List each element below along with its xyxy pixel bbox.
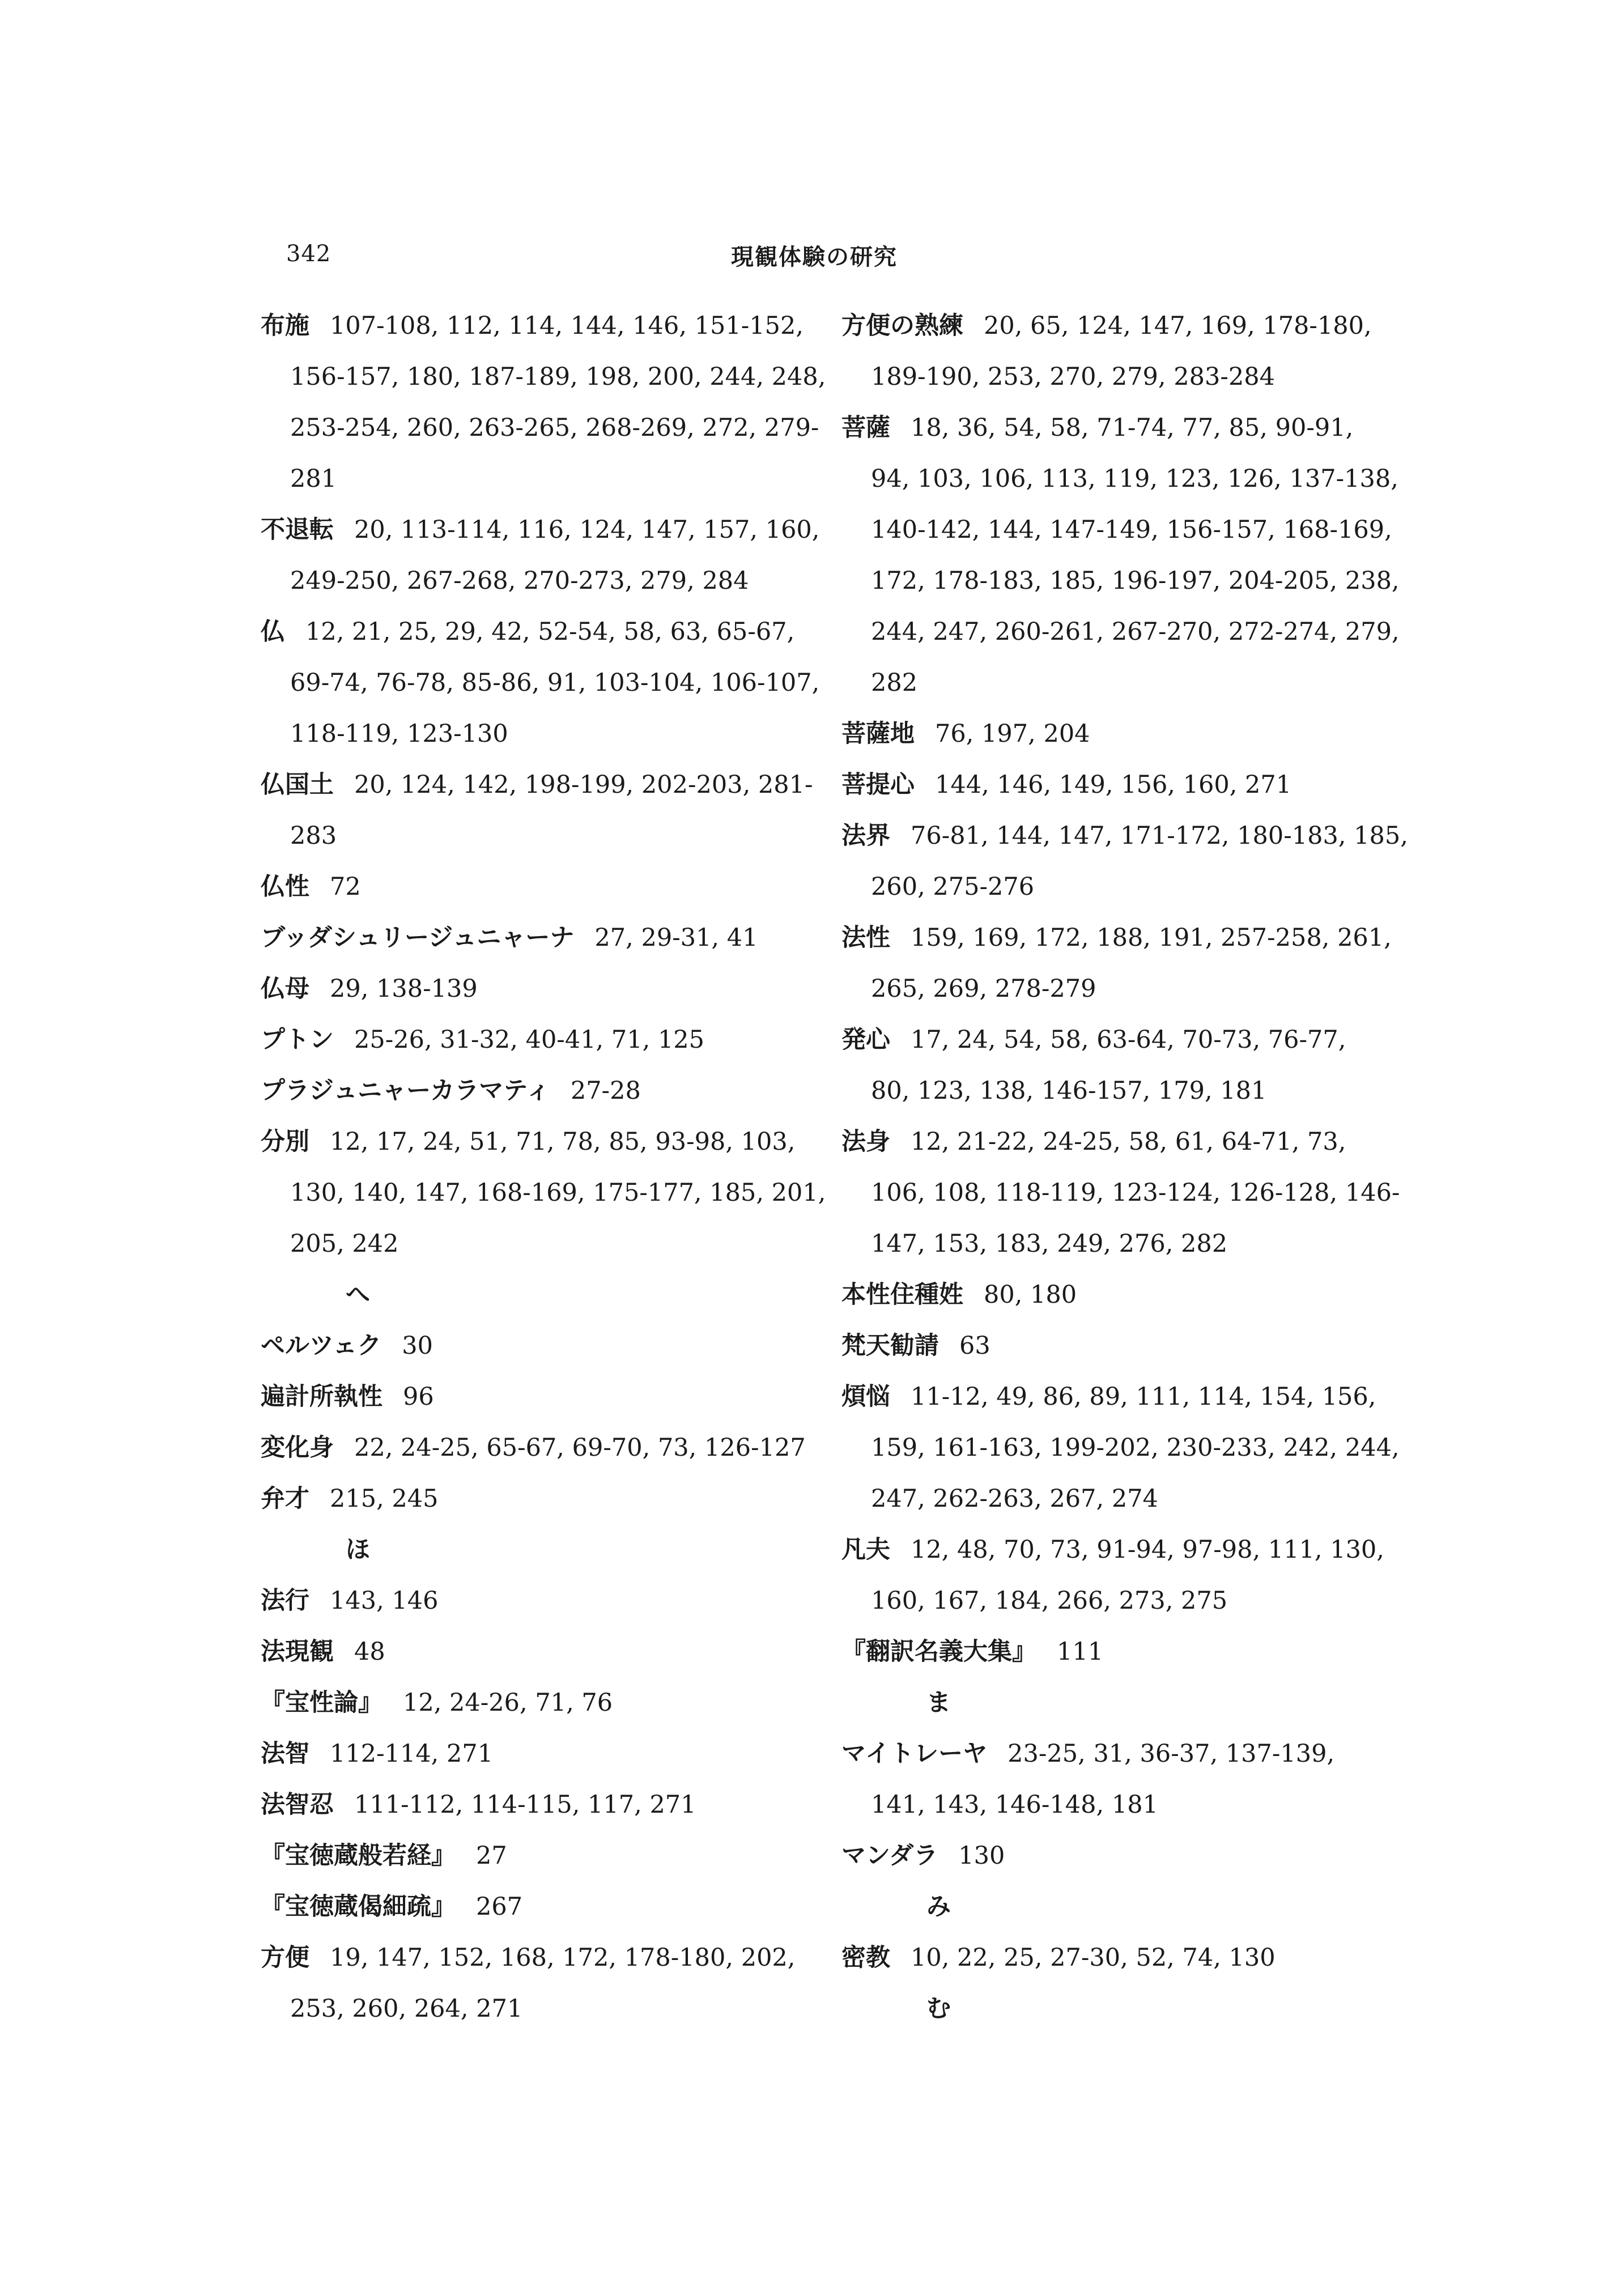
index-term: 法智忍 — [261, 1791, 334, 1819]
index-term: 弁才 — [261, 1485, 309, 1513]
index-pages-continued: 283 — [290, 822, 337, 850]
index-term: 梵天勧請 — [841, 1332, 939, 1360]
index-pages: 12, 17, 24, 51, 71, 78, 85, 93-98, 103, — [330, 1128, 796, 1156]
index-entry — [261, 759, 813, 810]
index-pages: 130 — [958, 1842, 1005, 1870]
index-pages-continued: 141, 143, 146-148, 181 — [871, 1791, 1158, 1819]
index-entry — [841, 402, 1385, 453]
section-heading-kana: へ — [346, 1281, 370, 1309]
index-term: 方便の熟練 — [841, 312, 963, 340]
index-pages-continued: 106, 108, 118-119, 123-124, 126-128, 146- — [871, 1179, 1400, 1207]
index-pages: 111-112, 114-115, 117, 271 — [354, 1791, 696, 1819]
index-pages-continued: 265, 269, 278-279 — [871, 975, 1096, 1003]
index-entry — [841, 759, 1385, 810]
index-pages-continued: 253-254, 260, 263-265, 268-269, 272, 279- — [290, 414, 819, 442]
index-pages-continued: 140-142, 144, 147-149, 156-157, 168-169, — [871, 516, 1392, 544]
index-term: ブッダシュリージュニャーナ — [261, 924, 575, 952]
index-entry — [261, 1473, 805, 1524]
index-entry — [841, 1626, 1385, 1677]
index-entry — [841, 912, 1392, 963]
index-pages: 27 — [476, 1842, 507, 1870]
index-entry — [261, 1014, 805, 1065]
index-pages-continued: 249-250, 267-268, 270-273, 279, 284 — [290, 567, 749, 595]
index-pages-continued: 94, 103, 106, 113, 119, 123, 126, 137-138, — [871, 465, 1398, 493]
index-pages: 107-108, 112, 114, 144, 146, 151-152, — [330, 312, 804, 340]
index-term: 『翻訳名義大集』 — [841, 1638, 1036, 1666]
index-term: 布施 — [261, 312, 309, 340]
index-pages: 76, 197, 204 — [935, 720, 1090, 748]
index-pages: 48 — [354, 1638, 385, 1666]
section-heading-kana: み — [926, 1893, 951, 1921]
index-entry — [261, 300, 805, 351]
index-pages-continued: 205, 242 — [290, 1230, 399, 1258]
index-term: 煩悩 — [841, 1383, 890, 1411]
index-term: マイトレーヤ — [841, 1740, 988, 1768]
index-term: 密教 — [841, 1944, 890, 1972]
index-pages-continued: 247, 262-263, 267, 274 — [871, 1485, 1158, 1513]
index-entry — [261, 1116, 805, 1167]
index-term: 発心 — [841, 1026, 890, 1054]
index-entry — [841, 1524, 1385, 1575]
index-pages-continued: 282 — [871, 669, 918, 697]
running-head: 現観体験の研究 — [731, 244, 898, 270]
index-pages: 12, 21, 25, 29, 42, 52-54, 58, 63, 65-67, — [305, 618, 795, 646]
index-entry — [841, 1014, 1385, 1065]
index-pages-continued: 118-119, 123-130 — [290, 720, 508, 748]
index-term: 仏 — [261, 618, 285, 646]
index-term: 凡夫 — [841, 1536, 890, 1564]
index-term: 分別 — [261, 1128, 309, 1156]
index-entry — [841, 810, 1408, 861]
index-pages: 27, 29-31, 41 — [594, 924, 758, 952]
index-pages: 159, 169, 172, 188, 191, 257-258, 261, — [911, 924, 1392, 952]
index-term: 仏母 — [261, 975, 309, 1003]
index-pages: 29, 138-139 — [330, 975, 478, 1003]
index-column-right — [841, 300, 1408, 2034]
index-pages-continued: 281 — [290, 465, 337, 493]
index-pages: 267 — [476, 1893, 523, 1921]
index-entry — [261, 504, 820, 555]
index-entry — [261, 1371, 805, 1422]
index-pages-continued: 244, 247, 260-261, 267-270, 272-274, 279, — [871, 618, 1400, 646]
page-number: 342 — [286, 241, 331, 267]
index-term: 菩薩 — [841, 414, 890, 442]
index-entry — [261, 861, 805, 912]
index-term: 法界 — [841, 822, 890, 850]
index-pages-continued: 147, 153, 183, 249, 276, 282 — [871, 1230, 1228, 1258]
index-pages: 215, 245 — [330, 1485, 439, 1513]
index-entry — [261, 1626, 805, 1677]
index-pages: 20, 65, 124, 147, 169, 178-180, — [984, 312, 1372, 340]
index-entry — [261, 1779, 805, 1830]
index-pages: 10, 22, 25, 27-30, 52, 74, 130 — [911, 1944, 1276, 1972]
index-term: 法身 — [841, 1128, 890, 1156]
index-entry — [841, 300, 1385, 351]
index-term: 『宝性論』 — [261, 1689, 382, 1717]
index-term: 仏国土 — [261, 771, 334, 799]
index-pages: 12, 24-26, 71, 76 — [403, 1689, 613, 1717]
index-pages: 76-81, 144, 147, 171-172, 180-183, 185, — [911, 822, 1408, 850]
index-pages-continued: 172, 178-183, 185, 196-197, 204-205, 238, — [871, 567, 1400, 595]
index-entry — [261, 1932, 805, 1983]
section-heading-kana: ほ — [346, 1536, 370, 1564]
index-entry — [841, 1371, 1385, 1422]
index-pages: 27-28 — [570, 1077, 641, 1105]
index-pages: 11-12, 49, 86, 89, 111, 114, 154, 156, — [911, 1383, 1376, 1411]
index-pages-continued: 160, 167, 184, 266, 273, 275 — [871, 1587, 1228, 1615]
index-term: 不退転 — [261, 516, 334, 544]
index-entry — [841, 1320, 1385, 1371]
index-pages-continued: 156-157, 180, 187-189, 198, 200, 244, 248, — [290, 363, 826, 391]
index-pages: 18, 36, 54, 58, 71-74, 77, 85, 90-91, — [911, 414, 1354, 442]
index-pages: 72 — [330, 873, 361, 901]
index-pages-continued: 189-190, 253, 270, 279, 283-284 — [871, 363, 1275, 391]
index-pages-continued: 260, 275-276 — [871, 873, 1035, 901]
index-pages: 22, 24-25, 65-67, 69-70, 73, 126-127 — [354, 1434, 806, 1462]
index-entry — [261, 1422, 805, 1473]
index-term: プトン — [261, 1026, 334, 1054]
index-term: マンダラ — [841, 1842, 938, 1870]
index-term: 変化身 — [261, 1434, 334, 1462]
index-pages: 20, 113-114, 116, 124, 147, 157, 160, — [354, 516, 820, 544]
index-pages: 12, 48, 70, 73, 91-94, 97-98, 111, 130, — [911, 1536, 1384, 1564]
index-term: 遍計所執性 — [261, 1383, 382, 1411]
index-entry — [261, 912, 805, 963]
index-pages-continued: 159, 161-163, 199-202, 230-233, 242, 244, — [871, 1434, 1400, 1462]
section-heading-kana: ま — [926, 1689, 951, 1717]
index-pages: 19, 147, 152, 168, 172, 178-180, 202, — [330, 1944, 796, 1972]
index-pages-continued: 253, 260, 264, 271 — [290, 1995, 523, 2023]
index-column-left — [261, 300, 826, 2034]
section-heading-kana: む — [926, 1995, 951, 2023]
index-pages: 144, 146, 149, 156, 160, 271 — [935, 771, 1292, 799]
index-term: 法行 — [261, 1587, 309, 1615]
index-entry — [261, 1065, 805, 1116]
index-term: 『宝徳蔵偈細疏』 — [261, 1893, 456, 1921]
index-entry — [841, 1830, 1385, 1881]
index-term: 本性住種姓 — [841, 1281, 963, 1309]
index-term: 仏性 — [261, 873, 309, 901]
index-entry — [841, 1932, 1385, 1983]
index-term: ペルツェク — [261, 1332, 382, 1360]
index-term: 方便 — [261, 1944, 309, 1972]
index-entry — [261, 1881, 805, 1932]
index-pages: 63 — [959, 1332, 990, 1360]
index-entry — [261, 963, 805, 1014]
index-entry — [261, 606, 805, 657]
index-entry — [261, 1728, 805, 1779]
index-entry — [841, 708, 1385, 759]
index-term: 『宝徳蔵般若経』 — [261, 1842, 456, 1870]
index-term: プラジュニャーカラマティ — [261, 1077, 550, 1105]
index-pages: 25-26, 31-32, 40-41, 71, 125 — [354, 1026, 705, 1054]
index-pages: 112-114, 271 — [330, 1740, 494, 1768]
index-pages: 12, 21-22, 24-25, 58, 61, 64-71, 73, — [911, 1128, 1346, 1156]
index-term: 法性 — [841, 924, 890, 952]
index-entry — [261, 1830, 805, 1881]
index-term: 法智 — [261, 1740, 309, 1768]
index-pages: 30 — [402, 1332, 433, 1360]
index-entry — [261, 1575, 805, 1626]
index-entry — [841, 1728, 1385, 1779]
index-pages: 80, 180 — [984, 1281, 1077, 1309]
index-pages-continued: 69-74, 76-78, 85-86, 91, 103-104, 106-107, — [290, 669, 820, 697]
index-term: 法現観 — [261, 1638, 334, 1666]
index-entry — [841, 1269, 1385, 1320]
index-term: 菩提心 — [841, 771, 915, 799]
index-term: 菩薩地 — [841, 720, 915, 748]
index-pages: 111 — [1057, 1638, 1104, 1666]
index-pages: 143, 146 — [330, 1587, 439, 1615]
index-entry — [261, 1320, 805, 1371]
index-pages: 17, 24, 54, 58, 63-64, 70-73, 76-77, — [911, 1026, 1346, 1054]
index-pages: 96 — [403, 1383, 434, 1411]
index-pages-continued: 80, 123, 138, 146-157, 179, 181 — [871, 1077, 1267, 1105]
index-pages: 23-25, 31, 36-37, 137-139, — [1007, 1740, 1335, 1768]
index-entry — [261, 1677, 805, 1728]
index-entry — [841, 1116, 1385, 1167]
index-pages-continued: 130, 140, 147, 168-169, 175-177, 185, 201, — [290, 1179, 826, 1207]
index-pages: 20, 124, 142, 198-199, 202-203, 281- — [354, 771, 813, 799]
